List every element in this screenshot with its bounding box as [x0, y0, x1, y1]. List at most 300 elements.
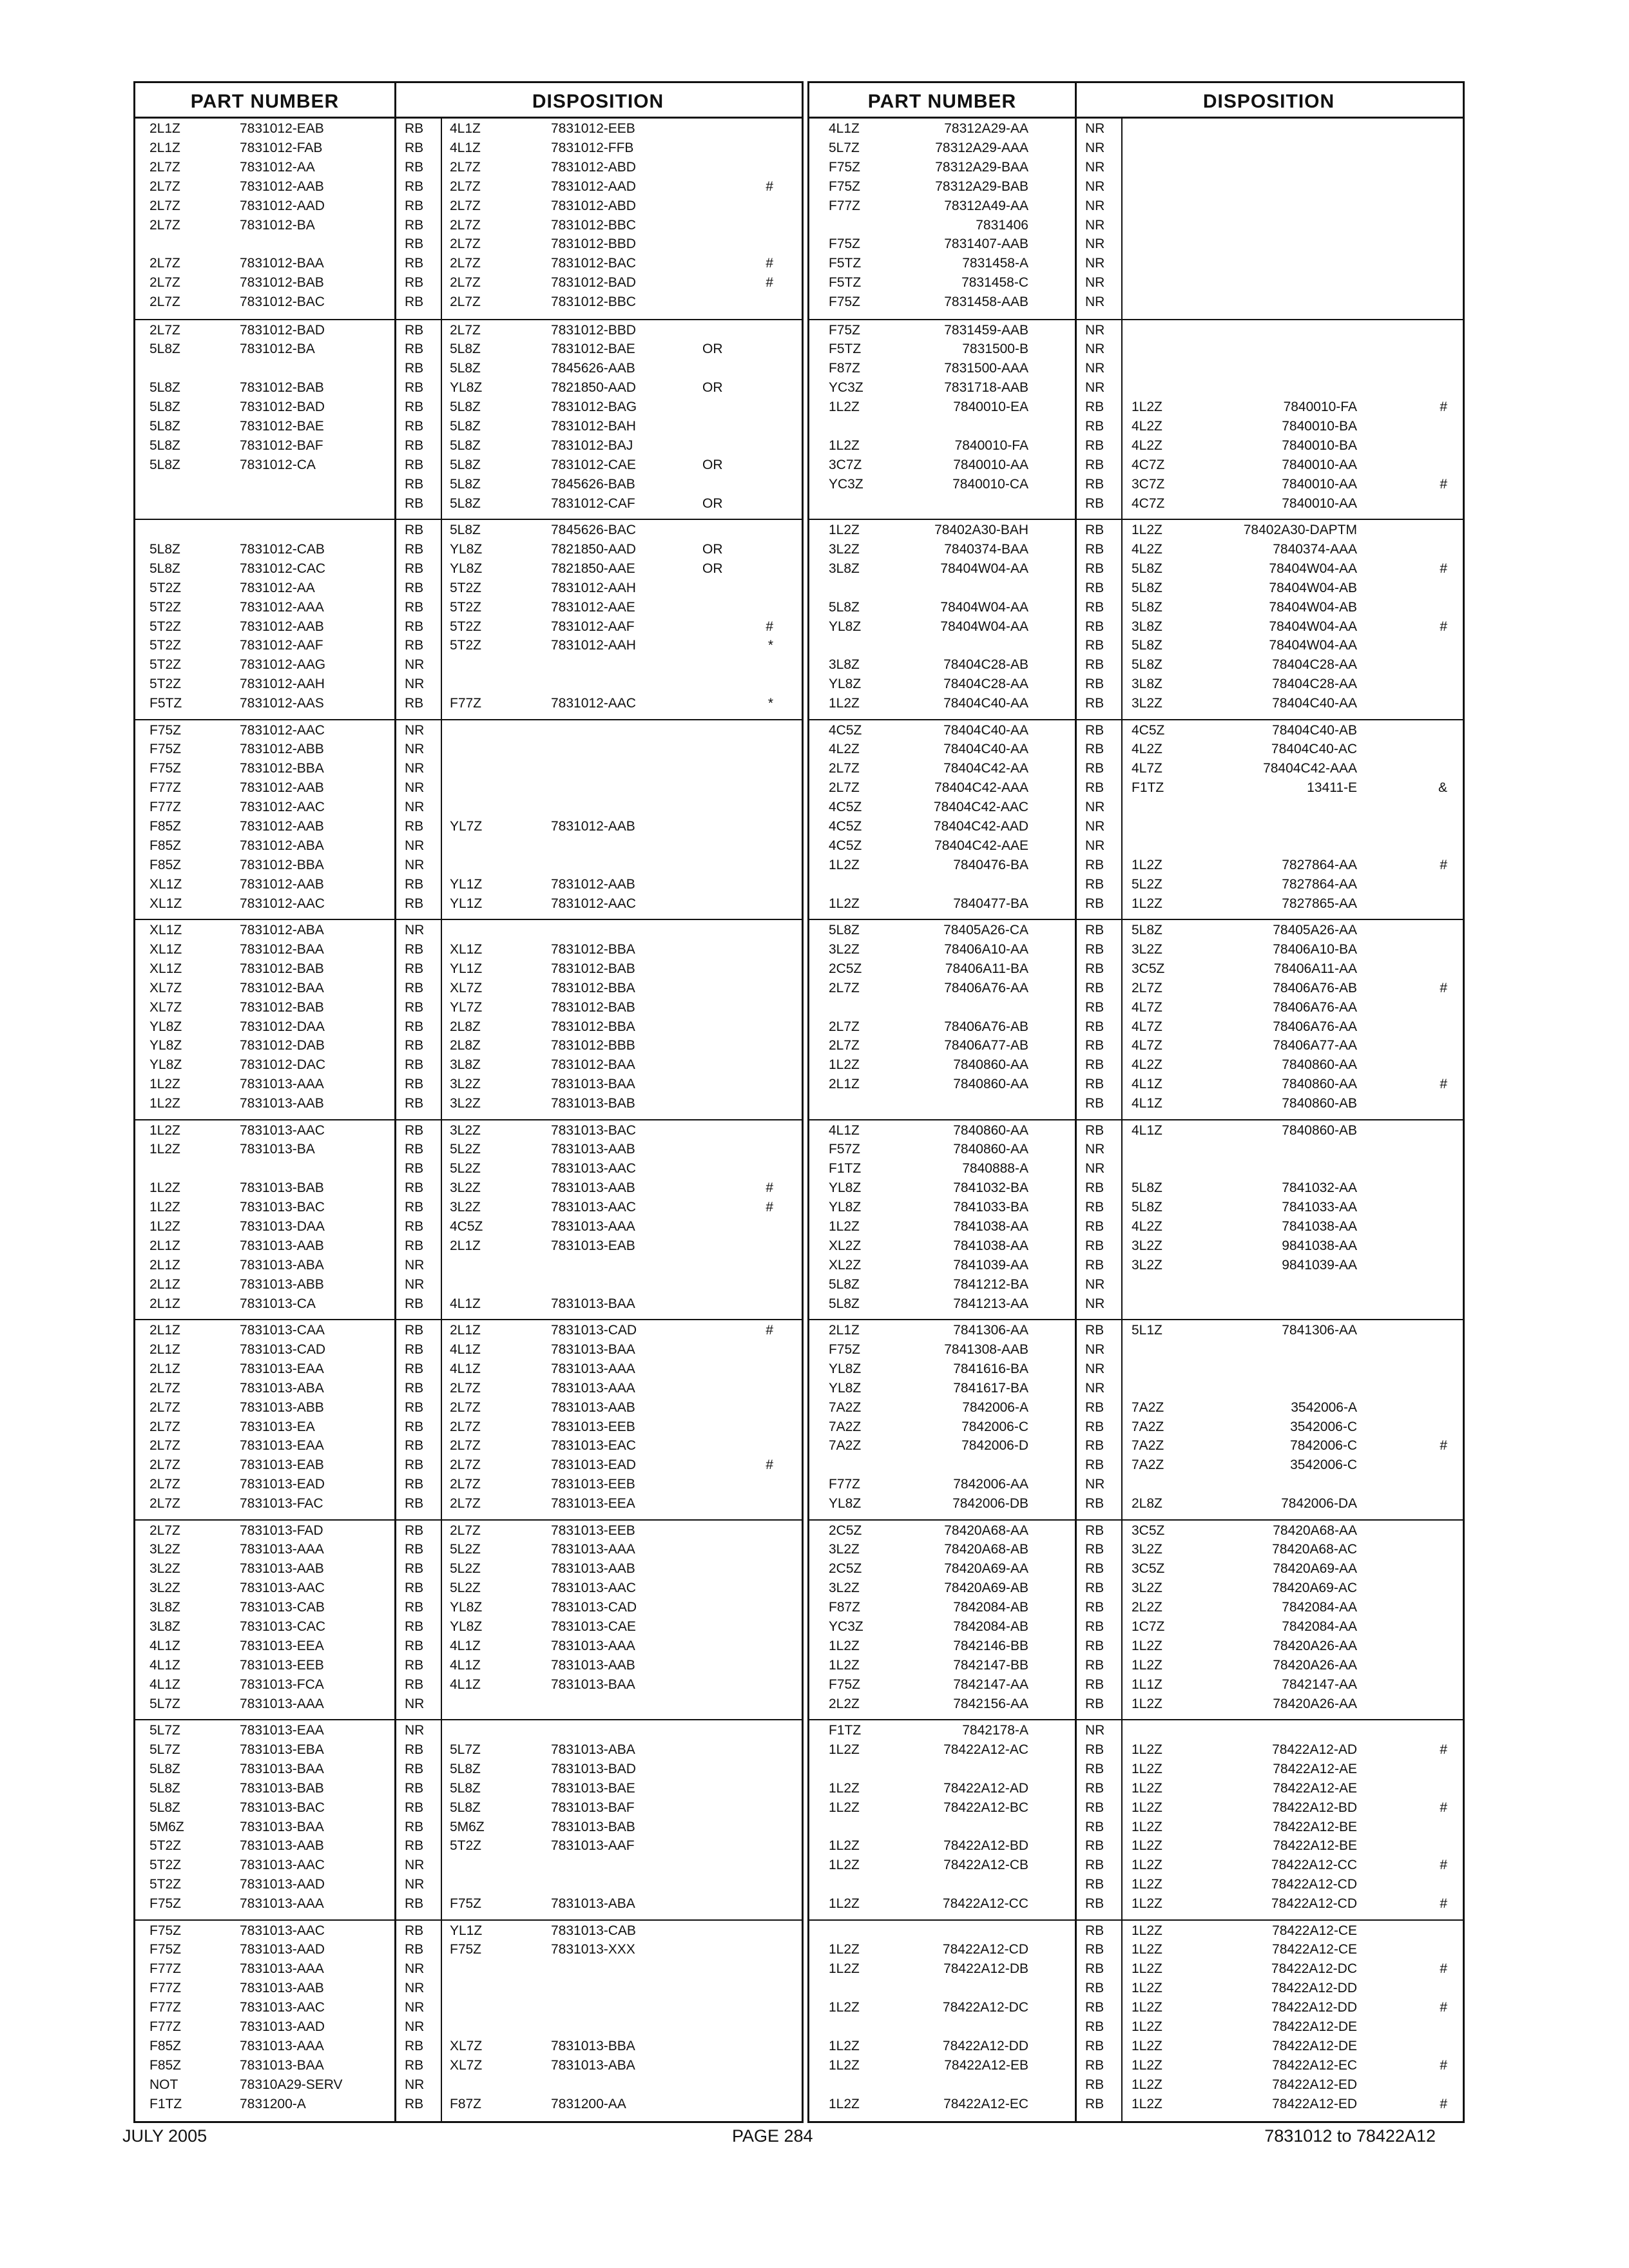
new-model-code: 2L7Z — [450, 1438, 481, 1454]
disposition-code: RB — [405, 1419, 424, 1434]
table-row — [135, 160, 802, 173]
model-code: 5L7Z — [149, 1723, 180, 1738]
disposition-code: NR — [1085, 217, 1105, 233]
new-model-code: YL1Z — [450, 1923, 483, 1938]
part-number: 7831407-AAB — [944, 236, 1028, 252]
new-part-number: 7831012-AAC — [551, 896, 636, 911]
table-row — [135, 1200, 802, 1213]
new-part-number: 7840860-AB — [1282, 1122, 1357, 1138]
disposition-code: NR — [1085, 1296, 1105, 1311]
table-row — [135, 878, 802, 890]
part-number: 7831012-BA — [240, 217, 315, 233]
table-row — [809, 677, 1463, 690]
new-model-code: 2L8Z — [450, 1038, 481, 1053]
model-code: NOT — [149, 2077, 178, 2092]
disposition-code: RB — [405, 599, 424, 615]
disposition-code: RB — [1085, 1257, 1104, 1273]
table-row — [135, 1381, 802, 1394]
table-row — [809, 1658, 1463, 1671]
part-number: 78422A12-AC — [943, 1742, 1028, 1757]
disposition-code: RB — [1085, 1419, 1104, 1434]
new-model-code: 5L8Z — [1132, 638, 1162, 653]
part-number-header: PART NUMBER — [867, 91, 1017, 112]
new-model-code: 5L2Z — [450, 1561, 481, 1577]
disposition-code: RB — [1085, 1180, 1104, 1196]
new-model-code: F1TZ — [1132, 780, 1164, 796]
disposition-code: RB — [405, 1838, 424, 1854]
table-row — [135, 1420, 802, 1433]
table-row — [135, 1077, 802, 1090]
new-part-number: 78422A12-BE — [1273, 1838, 1357, 1854]
part-number: 7840010-CA — [952, 476, 1028, 492]
new-part-number: 7831013-BAA — [551, 1077, 635, 1092]
new-model-code: 2L7Z — [450, 1399, 481, 1415]
table-row — [135, 1343, 802, 1356]
new-model-code: 3L2Z — [450, 1077, 481, 1092]
new-part-number: 7831012-BAJ — [551, 437, 633, 453]
new-model-code: 4L1Z — [450, 140, 481, 155]
new-model-code: 2L1Z — [450, 1238, 481, 1253]
model-code: XL7Z — [149, 980, 182, 995]
model-code: F77Z — [149, 800, 182, 815]
part-number: 7831012-CAB — [240, 541, 325, 557]
new-part-number: 7831012-BBA — [551, 1019, 635, 1034]
table-row — [135, 1020, 802, 1033]
new-model-code: 2L7Z — [450, 1457, 481, 1473]
new-model-code: 2L7Z — [450, 217, 481, 233]
model-code: 5T2Z — [149, 619, 182, 634]
part-number: 7831012-DAA — [240, 1019, 325, 1034]
part-number: 78404C40-AA — [943, 722, 1028, 738]
note-symbol: # — [1440, 1077, 1447, 1092]
disposition-code: RB — [1085, 2096, 1104, 2111]
model-code: 5L8Z — [149, 437, 180, 453]
part-number: 7842006-A — [962, 1399, 1028, 1415]
disposition-code: RB — [405, 322, 424, 338]
disposition-code: RB — [405, 121, 424, 136]
model-code: 2L7Z — [149, 1457, 180, 1473]
part-number: 7831013-AAC — [240, 1122, 325, 1138]
new-part-number: 7827864-AA — [1282, 857, 1357, 872]
disposition-code: RB — [1085, 1761, 1104, 1776]
new-model-code: 5L2Z — [450, 1142, 481, 1157]
new-model-code: 3L8Z — [1132, 677, 1162, 692]
new-part-number: 7831012-ABD — [551, 159, 636, 175]
new-part-number: 78404W04-AA — [1269, 638, 1357, 653]
model-code: YC3Z — [829, 476, 863, 492]
model-code: F75Z — [829, 236, 861, 252]
part-number: 7842006-C — [961, 1419, 1028, 1434]
disposition-code: NR — [405, 1723, 425, 1738]
new-part-number: 7831012-BAG — [551, 399, 637, 415]
new-model-code: 1L2Z — [1132, 1877, 1162, 1892]
table-block — [135, 719, 802, 921]
table-row — [809, 1162, 1463, 1175]
table-row — [135, 1258, 802, 1271]
part-number: 7831012-BAD — [240, 399, 325, 415]
model-code: 1L2Z — [149, 1180, 180, 1196]
model-code: 2L1Z — [149, 1238, 180, 1253]
part-number: 7831012-EAB — [240, 121, 324, 136]
table-row — [809, 218, 1463, 231]
new-part-number: 78404C40-AC — [1271, 742, 1357, 757]
table-row — [135, 361, 802, 374]
disposition-code: RB — [1085, 1838, 1104, 1854]
table-row — [135, 323, 802, 336]
part-number: 78404C40-AA — [943, 742, 1028, 757]
disposition-code: NR — [405, 2000, 425, 2015]
part-number: 7831013-CAC — [240, 1619, 326, 1634]
new-part-number: 7845626-AAB — [551, 361, 635, 376]
model-code: YL8Z — [829, 619, 862, 634]
model-code: 2L7Z — [149, 1399, 180, 1415]
disposition-code: RB — [405, 2096, 424, 2111]
table-row — [135, 1542, 802, 1555]
disposition-code: RB — [405, 380, 424, 396]
table-row — [135, 1620, 802, 1633]
part-number: 7831013-ABA — [240, 1380, 324, 1396]
new-part-number: 7831200-AA — [551, 2096, 626, 2111]
disposition-code: NR — [405, 800, 425, 815]
model-code: 2L7Z — [149, 1523, 180, 1538]
new-model-code: 1L2Z — [1132, 1819, 1162, 1834]
new-part-number: 3542006-A — [1291, 1399, 1357, 1415]
disposition-code: RB — [405, 198, 424, 213]
model-code: 3L2Z — [829, 1542, 860, 1557]
new-model-code: 3C7Z — [1132, 476, 1165, 492]
part-number: 7831012-CAC — [240, 561, 326, 576]
new-model-code: 4L1Z — [450, 1341, 481, 1357]
new-model-code: 3C5Z — [1132, 961, 1165, 976]
disposition-code: RB — [1085, 1096, 1104, 1111]
table-row — [809, 477, 1463, 490]
table-row — [135, 839, 802, 852]
model-code: 2C5Z — [829, 1523, 862, 1538]
table-row — [809, 1839, 1463, 1852]
disposition-code: NR — [1085, 159, 1105, 175]
disposition-code: RB — [405, 638, 424, 653]
part-number: 7831012-BAB — [240, 380, 324, 396]
new-part-number: 7840860-AA — [1282, 1077, 1357, 1092]
new-part-number: 78406A77-AA — [1273, 1038, 1357, 1053]
new-model-code: 5L1Z — [1132, 1323, 1162, 1338]
disposition-code: RB — [405, 437, 424, 453]
disposition-code: RB — [405, 159, 424, 175]
table-row — [809, 724, 1463, 736]
table-row — [809, 2039, 1463, 2052]
model-code: 2L7Z — [829, 1019, 860, 1034]
model-code: 4L1Z — [829, 121, 860, 136]
table-row — [809, 1458, 1463, 1471]
new-model-code: 5L8Z — [450, 476, 481, 492]
new-model-code: 5L8Z — [450, 341, 481, 357]
new-model-code: 4L2Z — [1132, 541, 1162, 557]
part-number: 7841039-AA — [953, 1257, 1028, 1273]
part-number: 78406A76-AB — [944, 1019, 1028, 1034]
disposition-code: RB — [405, 1581, 424, 1596]
disposition-code: NR — [405, 1276, 425, 1292]
table-row — [135, 1762, 802, 1775]
new-part-number: 78420A69-AC — [1272, 1581, 1357, 1596]
part-number: 78406A77-AB — [944, 1038, 1028, 1053]
table-row — [809, 1381, 1463, 1394]
new-model-code: 5L8Z — [450, 457, 481, 472]
new-part-number: 78422A12-DE — [1272, 2019, 1357, 2034]
part-number: 7831012-BBA — [240, 857, 324, 872]
table-row — [809, 1581, 1463, 1594]
table-row — [135, 2020, 802, 2033]
part-number: 7831013-AAD — [240, 1942, 325, 1957]
new-part-number: 78420A68-AA — [1273, 1523, 1357, 1538]
table-row — [135, 943, 802, 956]
new-model-code: 2L7Z — [450, 322, 481, 338]
part-number: 7831013-EEA — [240, 1638, 324, 1653]
table-row — [809, 342, 1463, 355]
disposition-code: RB — [1085, 2019, 1104, 2034]
disposition-code: RB — [405, 236, 424, 252]
or-note: OR — [702, 341, 723, 357]
model-code: F77Z — [829, 1477, 861, 1492]
disposition-code: RB — [405, 941, 424, 957]
new-model-code: 1L2Z — [1132, 2057, 1162, 2073]
disposition-code: RB — [405, 1096, 424, 1111]
note-symbol: # — [766, 178, 773, 194]
note-symbol: # — [1440, 619, 1447, 634]
new-part-number: 7845626-BAB — [551, 476, 635, 492]
model-code: 5L8Z — [149, 419, 180, 434]
new-model-code: YL7Z — [450, 819, 483, 834]
model-code: 2L7Z — [149, 1477, 180, 1492]
part-number: 7840888-A — [962, 1161, 1028, 1177]
table-row — [809, 1943, 1463, 1956]
part-number-header: PART NUMBER — [190, 91, 340, 112]
part-number: 7840860-AA — [953, 1077, 1028, 1092]
model-code: 5L8Z — [149, 1761, 180, 1776]
disposition-code: RB — [405, 178, 424, 194]
part-number: 78405A26-CA — [943, 923, 1028, 937]
table-row — [809, 1142, 1463, 1155]
new-part-number: 7841033-AA — [1282, 1200, 1357, 1215]
note-symbol: * — [767, 696, 773, 711]
new-part-number: 78422A12-ED — [1272, 2096, 1357, 2111]
table-row — [135, 781, 802, 794]
disposition-code: RB — [405, 1200, 424, 1215]
part-number: 7831012-AAB — [240, 780, 324, 796]
disposition-code: NR — [1085, 380, 1105, 396]
model-code: YC3Z — [829, 380, 863, 396]
model-code: 5T2Z — [149, 1858, 182, 1873]
table-row — [809, 1220, 1463, 1233]
table-row — [135, 342, 802, 355]
new-model-code: 2L7Z — [450, 1523, 481, 1538]
model-code: 4C5Z — [829, 819, 862, 834]
new-part-number: 7831013-EEB — [551, 1477, 635, 1492]
disposition-code: RB — [1085, 923, 1104, 937]
new-model-code: 4L2Z — [1132, 742, 1162, 757]
new-model-code: 4L7Z — [1132, 1019, 1162, 1034]
note-symbol: # — [766, 1200, 773, 1215]
new-part-number: 7831012-BBD — [551, 236, 636, 252]
part-number: 78312A29-AA — [944, 121, 1028, 136]
model-code: 2C5Z — [829, 1561, 862, 1577]
model-code: 4L1Z — [149, 1677, 180, 1692]
part-number: 7831013-BAA — [240, 2057, 324, 2073]
model-code: F57Z — [829, 1142, 861, 1157]
table-row — [809, 962, 1463, 975]
disposition-code: RB — [1085, 1696, 1104, 1711]
table-row — [809, 381, 1463, 394]
new-part-number: 78404W04-AA — [1269, 561, 1357, 576]
new-part-number: 7831013-BAA — [551, 1296, 635, 1311]
new-model-code: 1L2Z — [1132, 857, 1162, 872]
table-row — [809, 1200, 1463, 1213]
table-row — [809, 1181, 1463, 1194]
model-code: 1L2Z — [829, 1896, 860, 1912]
note-symbol: # — [1440, 476, 1447, 492]
part-number: 7831012-AA — [240, 159, 315, 175]
new-model-code: YL1Z — [450, 896, 483, 911]
table-row — [135, 2059, 802, 2071]
new-part-number: 7831013-AAB — [551, 1180, 635, 1196]
model-code: XL2Z — [829, 1238, 862, 1253]
new-part-number: 7841306-AA — [1282, 1323, 1357, 1338]
new-model-code: 1L2Z — [1132, 1742, 1162, 1757]
part-number: 7831013-EEB — [240, 1657, 324, 1673]
model-code: 1L2Z — [149, 1219, 180, 1234]
new-part-number: 7831012-BAB — [551, 961, 635, 976]
new-part-number: 7831012-BBD — [551, 322, 636, 338]
disposition-code: NR — [405, 761, 425, 776]
model-code: 3L2Z — [829, 941, 860, 957]
disposition-code: RB — [405, 2038, 424, 2053]
part-number: 7841038-AA — [953, 1219, 1028, 1234]
new-part-number: 7831013-ABA — [551, 1742, 635, 1757]
part-number: 7831012-BA — [240, 341, 315, 357]
new-model-code: 5T2Z — [450, 1838, 482, 1854]
new-part-number: 7827864-AA — [1282, 876, 1357, 892]
table-row — [135, 601, 802, 613]
new-part-number: 7831013-AAA — [551, 1361, 635, 1376]
table-block — [135, 919, 802, 1120]
disposition-code: NR — [1085, 178, 1105, 194]
new-model-code: 5L8Z — [1132, 1180, 1162, 1196]
new-part-number: 7831012-CAF — [551, 495, 635, 511]
part-number: 7831012-AAC — [240, 722, 325, 738]
part-number: 7831013-CA — [240, 1296, 316, 1311]
disposition-code: NR — [405, 2019, 425, 2034]
disposition-code: NR — [1085, 256, 1105, 271]
model-code: F77Z — [829, 198, 861, 213]
disposition-code: RB — [405, 1780, 424, 1796]
new-part-number: 7831013-CAB — [551, 1923, 636, 1938]
part-number: 7831013-BAB — [240, 1180, 324, 1196]
table-row — [809, 1743, 1463, 1756]
model-code: 1L2Z — [149, 1142, 180, 1157]
disposition-code: RB — [405, 541, 424, 557]
model-code: 1L2Z — [829, 1742, 860, 1757]
model-code: F75Z — [149, 1942, 182, 1957]
new-model-code: 5L8Z — [450, 419, 481, 434]
disposition-code: NR — [1085, 1723, 1105, 1738]
part-number: 78404C42-AAD — [933, 819, 1028, 834]
new-model-code: 1L2Z — [1132, 2096, 1162, 2111]
disposition-code: RB — [1085, 1942, 1104, 1957]
table-row — [135, 1124, 802, 1137]
left-table-header — [135, 83, 802, 119]
model-code: F5TZ — [829, 275, 862, 291]
new-part-number: 13411-E — [1307, 780, 1357, 796]
disposition-code: RB — [405, 1619, 424, 1634]
table-row — [135, 1524, 802, 1537]
disposition-code: RB — [405, 1238, 424, 1253]
table-row — [809, 1801, 1463, 1814]
part-number: 7831012-BAB — [240, 961, 324, 976]
model-code: 5T2Z — [149, 1877, 182, 1892]
disposition-code: NR — [1085, 838, 1105, 853]
disposition-code: NR — [405, 1961, 425, 1977]
disposition-code: RB — [405, 1341, 424, 1357]
new-model-code: 4L2Z — [1132, 1219, 1162, 1234]
table-row — [135, 897, 802, 910]
disposition-code: RB — [1085, 961, 1104, 976]
new-model-code: 3L2Z — [1132, 1238, 1162, 1253]
disposition-code: RB — [1085, 1923, 1104, 1938]
new-model-code: 4L1Z — [450, 1638, 481, 1653]
table-row — [135, 1801, 802, 1814]
disposition-code: RB — [405, 999, 424, 1015]
model-code: 3L2Z — [829, 541, 860, 557]
table-block — [809, 1919, 1463, 2121]
disposition-code: NR — [405, 1877, 425, 1892]
model-code: 2L1Z — [149, 1296, 180, 1311]
table-row — [135, 581, 802, 594]
table-row — [809, 781, 1463, 794]
new-part-number: 78422A12-AD — [1272, 1742, 1357, 1757]
table-row — [809, 1077, 1463, 1090]
part-number: 7831013-BAA — [240, 1819, 324, 1834]
table-row — [135, 658, 802, 671]
part-number: 7831013-AAB — [240, 1096, 324, 1111]
model-code: F75Z — [149, 1896, 182, 1912]
model-code: 5L8Z — [829, 1276, 860, 1292]
model-code: XL7Z — [149, 999, 182, 1015]
new-model-code: 7A2Z — [1132, 1419, 1164, 1434]
disposition-code: NR — [1085, 1477, 1105, 1492]
disposition-code: RB — [405, 1657, 424, 1673]
model-code: F85Z — [149, 857, 182, 872]
disposition-code: RB — [1085, 437, 1104, 453]
table-row — [809, 923, 1463, 936]
new-model-code: 5L8Z — [450, 1780, 481, 1796]
part-number: 7840860-AA — [953, 1142, 1028, 1157]
new-model-code: 1L2Z — [1132, 1780, 1162, 1796]
disposition-code: RB — [1085, 941, 1104, 957]
table-row — [809, 1362, 1463, 1375]
table-row — [135, 1497, 802, 1510]
disposition-code: RB — [405, 1142, 424, 1157]
part-number: 7841617-BA — [953, 1380, 1028, 1396]
new-model-code: YL8Z — [450, 541, 483, 557]
model-code: YC3Z — [829, 1619, 863, 1634]
disposition-code: RB — [1085, 1896, 1104, 1912]
disposition-code: RB — [405, 580, 424, 595]
new-model-code: 1L2Z — [1132, 1961, 1162, 1977]
table-row — [809, 1058, 1463, 1071]
new-part-number: 7831013-EEB — [551, 1523, 635, 1538]
table-row — [809, 943, 1463, 956]
part-number: 7841213-AA — [953, 1296, 1028, 1311]
part-number: 7831013-AAD — [240, 1877, 325, 1892]
